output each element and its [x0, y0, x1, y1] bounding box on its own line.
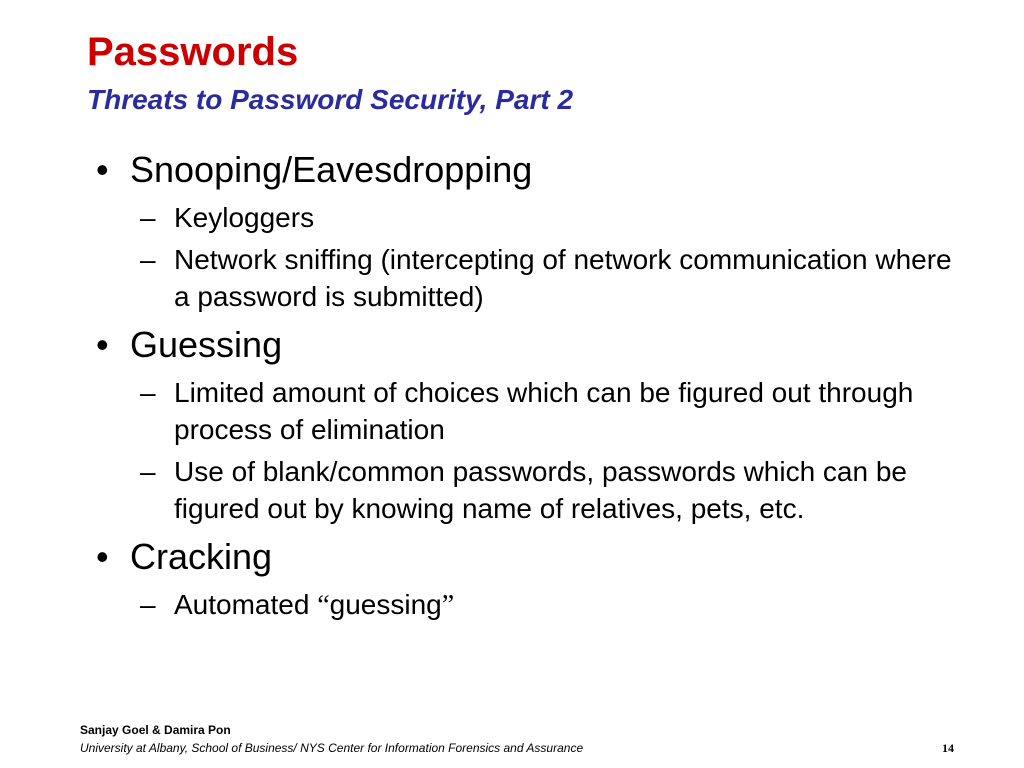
sub-item-text: Limited amount of choices which can be figured out through process of elimination: [174, 377, 914, 445]
sub-item-text: Keyloggers: [174, 202, 315, 233]
sub-item-text-prefix: Automated: [174, 589, 318, 620]
sub-list: [130, 586, 956, 624]
bullet-item-snooping: [96, 146, 956, 315]
sub-marker: –: [140, 244, 156, 275]
slide-title: Passwords: [87, 30, 299, 74]
bullet-text: Guessing: [130, 324, 283, 365]
sub-marker: –: [140, 202, 156, 233]
bullet-item-guessing: [96, 321, 956, 527]
sub-item-limited-choices: [130, 374, 956, 448]
sub-item-automated-guessing: [130, 586, 956, 624]
bullet-text: Snooping/Eavesdropping: [130, 149, 533, 190]
slide-subtitle: Threats to Password Security, Part 2: [87, 84, 574, 115]
sub-marker: –: [140, 456, 156, 487]
sub-item-text: Network sniffing (intercepting of network communication where a password is submitted): [174, 244, 952, 312]
sub-item-network-sniffing: [130, 241, 956, 315]
sub-item-keyloggers: [130, 199, 956, 236]
bullet-marker: •: [96, 536, 109, 577]
sub-item-quoted-text: guessing: [329, 589, 442, 620]
bullet-text: Cracking: [130, 536, 273, 577]
sub-list: [130, 374, 956, 527]
footer-authors: Sanjay Goel & Damira Pon: [80, 723, 231, 737]
bullet-marker: •: [96, 149, 109, 190]
sub-item-text: Use of blank/common passwords, passwords which can be figured out by knowing name of relatives, pets, etc.: [174, 456, 908, 524]
sub-marker: –: [140, 589, 156, 620]
sub-marker: –: [140, 377, 156, 408]
sub-list: [130, 199, 956, 315]
close-quote: ”: [441, 590, 455, 621]
open-quote: “: [317, 590, 330, 621]
bullet-item-cracking: [96, 533, 956, 624]
bullet-marker: •: [96, 324, 109, 365]
sub-item-common-passwords: [130, 453, 956, 527]
footer-affiliation: University at Albany, School of Business/ NYS Center for Information Forensics and Assurance: [80, 741, 584, 755]
bullet-list: [96, 146, 956, 624]
page-number: 14: [942, 741, 954, 755]
